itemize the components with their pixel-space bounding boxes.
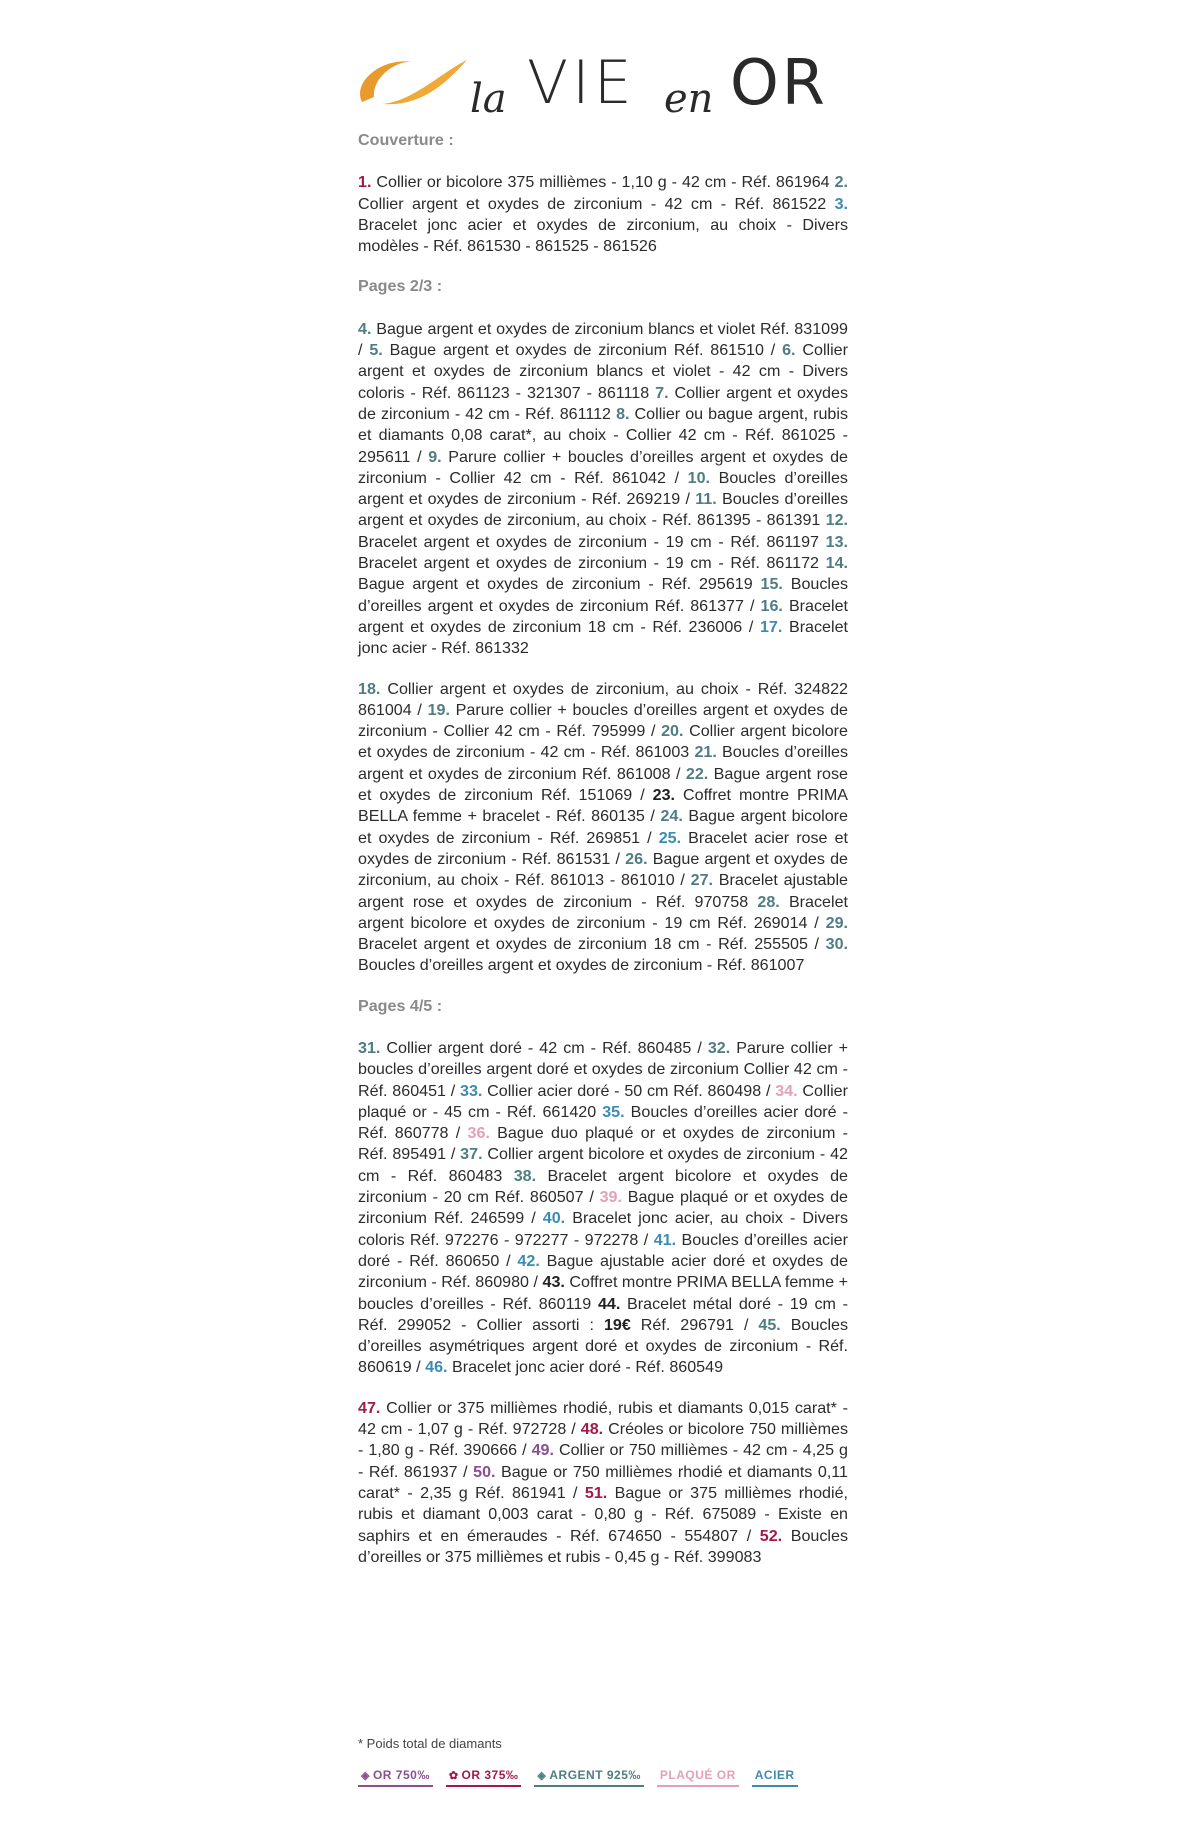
legend-label: OR 750‰	[372, 1768, 430, 1782]
item-description: Parure collier + boucles d’oreilles argent doré et oxydes de zirconium Collier 42 cm - Réf. 860451 /	[358, 1038, 849, 1100]
product-list	[358, 130, 848, 1587]
item-description: Bracelet argent et oxydes de zirconium - 19 cm - Réf. 861172	[358, 554, 826, 573]
item-description: Boucles d’oreilles argent et oxydes de zirconium Réf. 861377 /	[358, 575, 848, 615]
item-description: Créoles or bicolore 750 millièmes - 1,80 g - Réf. 390666 /	[358, 1420, 848, 1460]
item-description: Bracelet métal doré - 19 cm - Réf. 299052 - Collier assorti :	[358, 1294, 848, 1334]
item-description: Collier or bicolore 375 millièmes - 1,10 g - 42 cm - Réf. 861964	[371, 173, 835, 192]
item-description: Bracelet argent bicolore et oxydes de zirconium - 19 cm Réf. 269014 /	[358, 892, 848, 932]
item-description: Collier plaqué or - 45 cm - Réf. 661420	[358, 1081, 848, 1121]
gold-swoosh-icon	[352, 52, 472, 112]
item-number: 15.	[760, 575, 783, 594]
item-number: 23.	[652, 786, 676, 805]
legend-label: ACIER	[754, 1768, 795, 1782]
item-description: Coffret montre PRIMA BELLA femme + boucles d’oreilles - Réf. 860119	[358, 1273, 848, 1313]
item-number: 21.	[694, 743, 717, 762]
item-description: Bague argent et oxydes de zirconium, au choix - Réf. 861013 - 861010 /	[358, 849, 849, 890]
item-number: 26.	[625, 849, 648, 868]
item-number: 24.	[660, 807, 683, 826]
legend-tag	[358, 1766, 433, 1787]
item-description: Boucles d’oreilles asymétriques argent doré et oxydes de zirconium - Réf. 860619 /	[358, 1315, 849, 1377]
item-number: 50.	[473, 1462, 496, 1481]
item-number: 52.	[759, 1526, 783, 1545]
item-description: Collier argent bicolore et oxydes de zirconium - 42 cm - Réf. 861003	[358, 722, 848, 762]
item-number: 8.	[616, 404, 630, 423]
item-number: 32.	[707, 1038, 731, 1057]
item-description: Bracelet jonc acier, au choix - Divers coloris Réf. 972276 - 972277 - 972278 /	[358, 1209, 848, 1249]
item-number: 33.	[460, 1081, 483, 1100]
item-description: Bracelet argent et oxydes de zirconium 18 cm - Réf. 236006 /	[358, 596, 848, 636]
item-number: 3.	[834, 194, 848, 213]
gem-icon: ◈	[537, 1769, 547, 1782]
item-description: Boucles d’oreilles argent et oxydes de zirconium Réf. 861008 /	[358, 743, 848, 783]
item-number: 41.	[653, 1230, 677, 1249]
logo-word-vie: VIE	[527, 48, 636, 118]
item-description: Bague argent rose et oxydes de zirconium Réf. 151069 /	[358, 764, 848, 805]
item-description: Bracelet ajustable argent rose et oxydes de zirconium - Réf. 970758	[358, 871, 848, 911]
item-number: 46.	[425, 1358, 448, 1377]
item-number: 11.	[695, 490, 717, 509]
item-number: 9.	[428, 447, 442, 466]
item-number: 10.	[687, 468, 711, 487]
item-description: Bracelet jonc acier et oxydes de zirconium, au choix - Divers modèles - Réf. 861530 - 861525 - 861526	[358, 215, 848, 256]
item-description: Boucles d’oreilles argent et oxydes de zirconium - Réf. 861007	[358, 956, 805, 975]
metal-legend	[358, 1766, 798, 1787]
item-description: Bague argent bicolore et oxydes de zirconium - Réf. 269851 /	[358, 807, 848, 847]
product-paragraph	[358, 319, 848, 660]
item-description: Bague ajustable acier doré et oxydes de zirconium - Réf. 860980 /	[358, 1251, 848, 1292]
logo-word-or: OR	[730, 46, 828, 119]
item-number: 6.	[782, 341, 796, 360]
item-number: 25.	[658, 828, 682, 847]
item-description: Bague argent et oxydes de zirconium - Réf. 295619	[358, 575, 761, 594]
item-number: 1.	[358, 173, 372, 192]
item-description: Bracelet jonc acier - Réf. 861332	[358, 617, 848, 658]
item-number: 13.	[825, 532, 848, 551]
item-number: 16.	[760, 596, 783, 615]
brand-logo	[352, 46, 852, 126]
item-description: Boucles d’oreilles acier doré - Réf. 860650 /	[358, 1230, 848, 1270]
item-number: 34.	[775, 1081, 798, 1100]
legend-tag	[534, 1766, 644, 1787]
item-number: 14.	[825, 554, 848, 573]
item-description: Bague or 375 millièmes rhodié, rubis et diamant 0,003 carat - 0,80 g - Réf. 675089 - Existe en saphirs et en émeraudes - Réf. 674650 - 554807 /	[358, 1483, 849, 1545]
legend-tag	[446, 1766, 522, 1787]
product-paragraph	[358, 679, 848, 977]
item-description: Bague argent et oxydes de zirconium Réf. 861510 /	[382, 341, 783, 360]
item-description: Bague argent et oxydes de zirconium blancs et violet Réf. 831099 /	[358, 319, 848, 360]
legend-label: PLAQUÉ OR	[659, 1768, 736, 1782]
item-description: Collier acier doré - 50 cm Réf. 860498 /	[482, 1081, 776, 1100]
item-number: 47.	[358, 1398, 381, 1417]
item-number: 38.	[513, 1166, 537, 1185]
product-paragraph	[358, 172, 848, 257]
item-description: Réf. 296791 /	[630, 1315, 759, 1334]
footnote: * Poids total de diamants	[358, 1736, 502, 1751]
legend-label: ARGENT 925‰	[549, 1768, 641, 1782]
item-number: 2.	[834, 173, 848, 192]
item-number: 29.	[825, 913, 848, 932]
item-number: 7.	[655, 383, 669, 402]
item-number: 51.	[584, 1483, 608, 1502]
item-number: 48.	[580, 1420, 604, 1439]
item-description: Boucles d’oreilles or 375 millièmes et rubis - 0,45 g - Réf. 399083	[358, 1526, 849, 1566]
item-description: Parure collier + boucles d’oreilles argent et oxydes de zirconium - Collier 42 cm - Réf. 861042 /	[358, 447, 848, 487]
item-number: 22.	[685, 764, 709, 783]
legend-tag	[657, 1766, 739, 1787]
item-description: Collier argent et oxydes de zirconium - 42 cm - Réf. 861112	[358, 383, 848, 423]
item-number: 37.	[460, 1145, 483, 1164]
item-number: 36.	[467, 1124, 490, 1143]
item-description: Bague or 750 millièmes rhodié et diamants 0,11 carat* - 2,35 g Réf. 861941 /	[358, 1462, 848, 1502]
item-number: 4.	[358, 319, 372, 338]
item-number: 45.	[758, 1315, 781, 1334]
item-number: 44.	[597, 1294, 621, 1313]
item-number: 20.	[661, 722, 684, 741]
item-description: Boucles d’oreilles acier doré - Réf. 860778 /	[358, 1102, 849, 1143]
item-description: Bracelet acier rose et oxydes de zirconium - Réf. 861531 /	[358, 828, 848, 868]
item-description: Collier argent et oxydes de zirconium - 42 cm - Réf. 861522	[358, 194, 835, 213]
item-description: Collier or 375 millièmes rhodié, rubis et diamants 0,015 carat* - 42 cm - 1,07 g - Réf. 972728 /	[358, 1398, 848, 1439]
item-number: 35.	[602, 1102, 625, 1121]
item-description: Collier argent bicolore et oxydes de zirconium - 42 cm - Réf. 860483	[358, 1145, 848, 1185]
item-number: 5.	[369, 341, 383, 360]
item-description: Bague duo plaqué or et oxydes de zirconium - Réf. 895491 /	[358, 1124, 848, 1164]
gem-icon: ◈	[361, 1769, 370, 1782]
item-description: Bracelet argent et oxydes de zirconium 18 cm - Réf. 255505 /	[358, 935, 826, 954]
item-number: 31.	[358, 1038, 381, 1057]
section-title: Pages 2/3 :	[358, 277, 443, 296]
item-description: Collier argent et oxydes de zirconium, au choix - Réf. 324822 861004 /	[358, 679, 848, 719]
section-title: Pages 4/5 :	[358, 996, 443, 1015]
item-description: Boucles d’oreilles argent et oxydes de zirconium, au choix - Réf. 861395 - 861391	[358, 490, 848, 530]
item-number: 49.	[531, 1441, 554, 1460]
legend-tag	[752, 1766, 798, 1787]
item-description: Coffret montre PRIMA BELLA femme + bracelet - Réf. 860135 /	[358, 786, 848, 826]
logo-word-la: la	[470, 76, 507, 122]
item-number: 17.	[759, 617, 783, 636]
item-number: 19€	[603, 1315, 631, 1334]
product-paragraph	[358, 1038, 848, 1379]
item-number: 28.	[757, 892, 780, 911]
item-description: Collier argent doré - 42 cm - Réf. 860485 /	[380, 1038, 708, 1057]
item-description: Collier or 750 millièmes - 42 cm - 4,25 g - Réf. 861937 /	[358, 1441, 849, 1481]
item-number: 18.	[358, 679, 381, 698]
logo-word-en: en	[664, 76, 714, 122]
item-description: Collier ou bague argent, rubis et diamants 0,08 carat*, au choix - Collier 42 cm - Réf. 861025 - 295611 /	[358, 404, 848, 466]
item-number: 43.	[542, 1273, 565, 1292]
item-number: 19.	[427, 700, 450, 719]
item-number: 12.	[825, 511, 848, 530]
product-paragraph	[358, 1398, 848, 1568]
item-description: Bracelet jonc acier doré - Réf. 860549	[447, 1358, 724, 1377]
item-description: Bague plaqué or et oxydes de zirconium Réf. 246599 /	[358, 1188, 848, 1228]
gem-icon: ✿	[448, 1769, 459, 1782]
item-description: Parure collier + boucles d’oreilles argent et oxydes de zirconium - Collier 42 cm - Réf. 795999 /	[358, 700, 848, 741]
item-number: 40.	[542, 1209, 566, 1228]
item-description: Boucles d’oreilles argent et oxydes de zirconium - Réf. 269219 /	[358, 468, 848, 509]
item-number: 27.	[690, 871, 714, 890]
section-title: Couverture :	[358, 131, 454, 149]
item-number: 42.	[517, 1251, 540, 1270]
item-number: 30.	[825, 935, 848, 954]
item-description: Bracelet argent et oxydes de zirconium - 19 cm - Réf. 861197	[358, 532, 826, 551]
legend-label: OR 375‰	[461, 1768, 519, 1782]
item-description: Collier argent et oxydes de zirconium blancs et violet - 42 cm - Divers coloris - Réf. 861123 - 321307 - 861118	[358, 341, 848, 402]
item-number: 39.	[599, 1188, 622, 1207]
item-description: Bracelet argent bicolore et oxydes de zirconium - 20 cm Réf. 860507 /	[358, 1166, 848, 1207]
